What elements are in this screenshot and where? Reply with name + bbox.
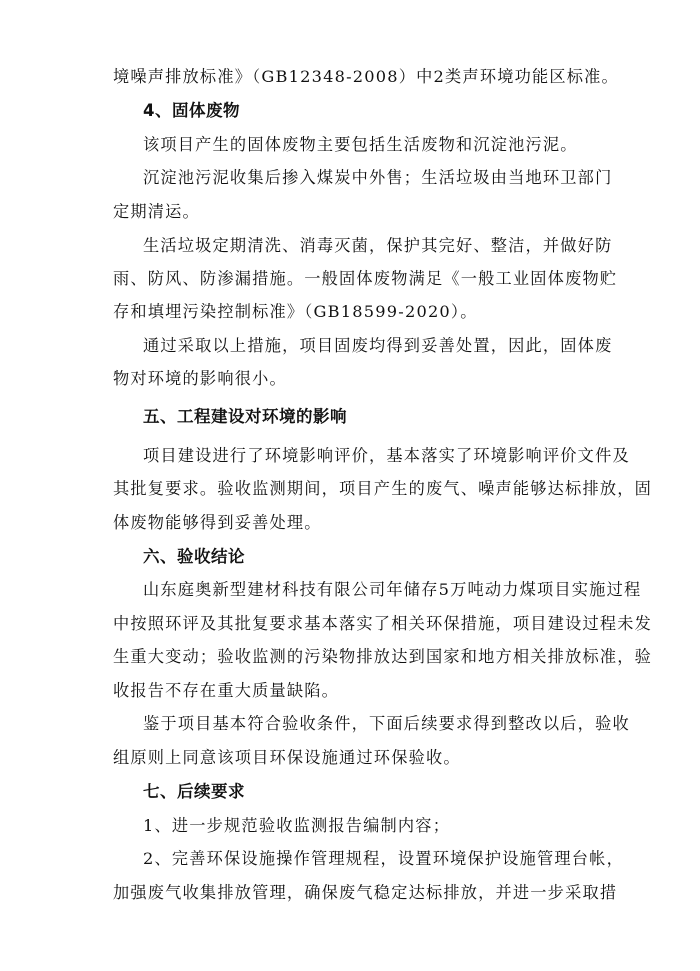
section-heading-impact: 五、工程建设对环境的影响 <box>143 407 347 426</box>
paragraph-line: 加强废气收集排放管理，确保废气稳定达标排放，并进一步采取措 <box>113 883 618 902</box>
section-heading-solid-waste: 4、固体废物 <box>143 101 240 120</box>
paragraph-line: 境噪声排放标准》（GB12348-2008）中2类声环境功能区标准。 <box>113 67 619 86</box>
paragraph-line: 定期清运。 <box>113 202 200 221</box>
paragraph-line: 存和填埋污染控制标准》（GB18599-2020）。 <box>113 302 478 321</box>
paragraph-line: 沉淀池污泥收集后掺入煤炭中外售；生活垃圾由当地环卫部门 <box>143 168 613 187</box>
paragraph-line: 物对环境的影响很小。 <box>113 369 287 388</box>
paragraph-line: 组原则上同意该项目环保设施通过环保验收。 <box>113 748 461 767</box>
paragraph-line: 鉴于项目基本符合验收条件，下面后续要求得到整改以后，验收 <box>143 714 630 733</box>
paragraph-line: 收报告不存在重大质量缺陷。 <box>113 681 340 700</box>
section-heading-conclusion: 六、验收结论 <box>143 547 245 566</box>
paragraph-line: 项目建设进行了环境影响评价，基本落实了环境影响评价文件及 <box>143 446 630 465</box>
paragraph-line: 体废物能够得到妥善处理。 <box>113 513 322 532</box>
paragraph-line: 生重大变动；验收监测的污染物排放达到国家和地方相关排放标准，验 <box>113 647 653 666</box>
list-item: 1、进一步规范验收监测报告编制内容； <box>143 816 451 835</box>
paragraph-line: 山东庭奥新型建材科技有限公司年储存5万吨动力煤项目实施过程 <box>143 580 642 599</box>
paragraph-line: 其批复要求。验收监测期间，项目产生的废气、噪声能够达标排放，固 <box>113 479 653 498</box>
paragraph-line: 通过采取以上措施，项目固废均得到妥善处置，因此，固体废 <box>143 336 613 355</box>
list-item: 2、完善环保设施操作管理规程，设置环境保护设施管理台帐， <box>143 849 624 868</box>
paragraph-line: 中按照环评及其批复要求基本落实了相关环保措施，项目建设过程未发 <box>113 614 653 633</box>
paragraph-line: 雨、防风、防渗漏措施。一般固体废物满足《一般工业固体废物贮 <box>113 269 618 288</box>
paragraph-line: 该项目产生的固体废物主要包括生活废物和沉淀池污泥。 <box>143 135 578 154</box>
section-heading-follow-up: 七、后续要求 <box>143 782 245 801</box>
paragraph-line: 生活垃圾定期清洗、消毒灭菌，保护其完好、整洁，并做好防 <box>143 236 613 255</box>
